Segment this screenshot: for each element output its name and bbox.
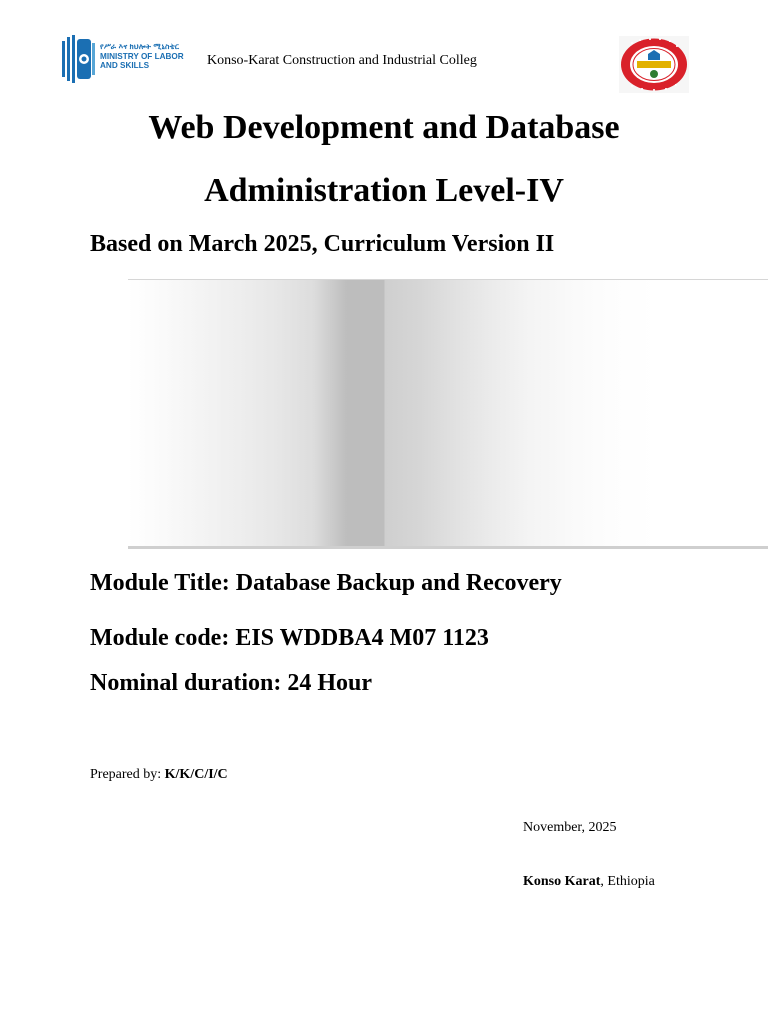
prepared-by-value: K/K/C/I/C: [164, 767, 228, 782]
location: [523, 874, 655, 890]
ministry-logo-icon: [61, 33, 97, 85]
curriculum-subtitle: Based on March 2025, Curriculum Version II: [90, 231, 555, 257]
prepared-by: [90, 767, 228, 783]
college-seal: [619, 36, 689, 93]
location-city: Konso Karat: [523, 874, 601, 889]
ministry-logo: [61, 33, 184, 85]
module-title: Module Title: Database Backup and Recovery: [90, 570, 562, 596]
document-title-line-2: Administration Level-IV: [204, 172, 564, 209]
publication-date: November, 2025: [523, 820, 617, 835]
module-code: Module code: EIS WDDBA4 M07 1123: [90, 625, 489, 651]
college-header: Konso-Karat Construction and Industrial Colleg: [207, 53, 477, 68]
decorative-banner: [128, 279, 768, 549]
location-country: , Ethiopia: [600, 874, 655, 889]
prepared-by-label: Prepared by:: [90, 767, 165, 782]
nominal-duration: Nominal duration: 24 Hour: [90, 670, 373, 696]
document-title-line-1: Web Development and Database: [148, 109, 620, 146]
college-seal-icon: [619, 36, 689, 93]
ministry-logo-text: የሥራ እና ክህሎት ሚኒስቴር MINISTRY OF LABOR AND SKILLS: [100, 42, 184, 70]
